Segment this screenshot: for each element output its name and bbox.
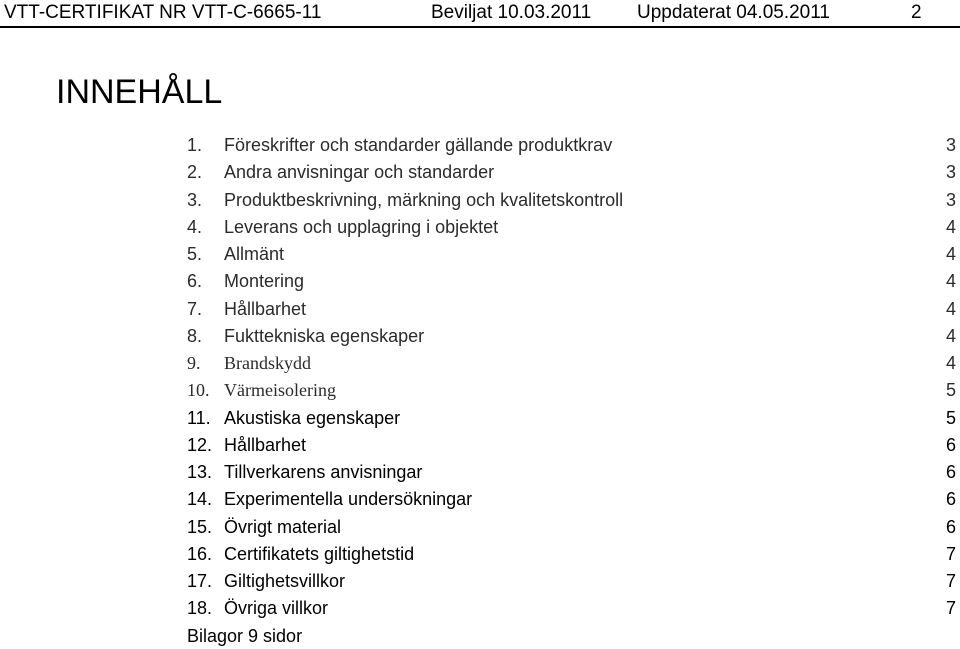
toc-entry-number: 14. [187,489,213,510]
toc-entry [0,568,960,595]
toc-entry-page: 4 [945,216,956,237]
toc-entry-page: 4 [945,298,956,319]
toc-entry [0,159,960,186]
toc-entry-title: Tillverkarens anvisningar [224,462,423,482]
toc-entry-title: Hållbarhet [224,434,307,455]
toc-entry [0,514,960,541]
toc-entry-title: Hållbarhet [224,298,307,319]
toc-entry [0,486,960,513]
toc-entry-title: Experimentella undersökningar [224,489,473,510]
toc-entry-page: 6 [945,434,956,455]
toc-entry [0,214,960,241]
toc-entry-number: 18. [187,598,213,619]
toc-entry-number: 3. [187,189,203,210]
toc-entry-number: 8. [187,325,203,346]
toc-entry-page: 7 [945,543,956,564]
toc-entry-title: Montering [224,271,305,292]
toc-entry-title: Brandskydd [224,353,311,373]
toc-entry-title: Övriga villkor [224,598,329,619]
toc-entry-page: 4 [945,244,956,264]
toc-entry-title: Andra anvisningar och standarder [224,162,495,183]
toc-entry-page: 6 [945,489,956,510]
toc-entry [0,377,960,404]
toc-entry [0,459,960,486]
toc-entry-page: 7 [945,598,956,619]
page-title: INNEHÅLL [56,73,223,111]
toc-entry-page: 7 [945,571,956,591]
toc-entry [0,432,960,459]
toc-entry-number: 1. [187,135,203,155]
toc-entry-title: Allmänt [224,244,285,264]
toc-entry-number: 6. [187,271,203,292]
toc-entry-title: Produktbeskrivning, märkning och kvalitetskontroll [224,189,624,210]
toc-entry [0,595,960,622]
toc-entry [0,241,960,268]
toc-entry-page: 4 [945,353,956,373]
toc-entry-page: 4 [945,325,956,346]
toc-entry-number: 12. [187,434,213,455]
toc-entry-title: Certifikatets giltighetstid [224,543,415,564]
toc-entry-title: Akustiska egenskaper [224,407,401,428]
toc-entry-number: 2. [187,162,203,183]
page-header [0,0,960,26]
toc-entry-page: 6 [945,462,956,482]
certificate-number: VTT-CERTIFIKAT NR VTT-C-6665-11 [4,2,322,23]
toc-entry-number: 13. [187,462,213,482]
toc-entry-number: 4. [187,216,203,237]
appendix-note: Bilagor 9 sidor [187,626,303,646]
toc-entry-number: 7. [187,298,203,319]
toc-entry-page: 3 [945,162,956,183]
toc-entry-number: 11. [187,407,211,428]
toc-entry-number: 5. [187,244,203,264]
toc-entry-title: Föreskrifter och standarder gällande produktkrav [224,135,613,155]
toc-entry [0,296,960,323]
toc-entry-title: Giltighetsvillkor [224,571,346,591]
toc-entry [0,187,960,214]
toc-entry [0,541,960,568]
toc-entry-title: Värmeisolering [224,380,336,401]
toc-entry-number: 16. [187,543,213,564]
toc-entry-number: 17. [187,571,213,591]
toc-entry-title: Fukttekniska egenskaper [224,325,425,346]
toc-entry-number: 10. [187,380,210,401]
toc-entry-page: 3 [945,189,956,210]
updated-date: Uppdaterat 04.05.2011 [637,2,830,23]
toc-entry-page: 6 [945,516,956,537]
toc-entry-page: 3 [945,135,956,155]
toc-entry-page: 4 [945,271,956,292]
toc-entry [0,350,960,377]
toc-entry-page: 5 [945,407,956,428]
toc-entry [0,132,960,159]
page-number: 2 [911,2,922,23]
toc-entry-number: 9. [187,353,201,373]
header-divider [0,26,960,28]
toc-entry [0,323,960,350]
toc-entry-title: Leverans och upplagring i objektet [224,216,499,237]
toc-entry [0,405,960,432]
toc-entry [0,268,960,295]
approved-date: Beviljat 10.03.2011 [431,2,592,23]
toc-entry-page: 5 [945,380,956,401]
table-of-contents [0,132,960,623]
toc-entry-number: 15. [187,516,213,537]
toc-entry-title: Övrigt material [224,516,342,537]
